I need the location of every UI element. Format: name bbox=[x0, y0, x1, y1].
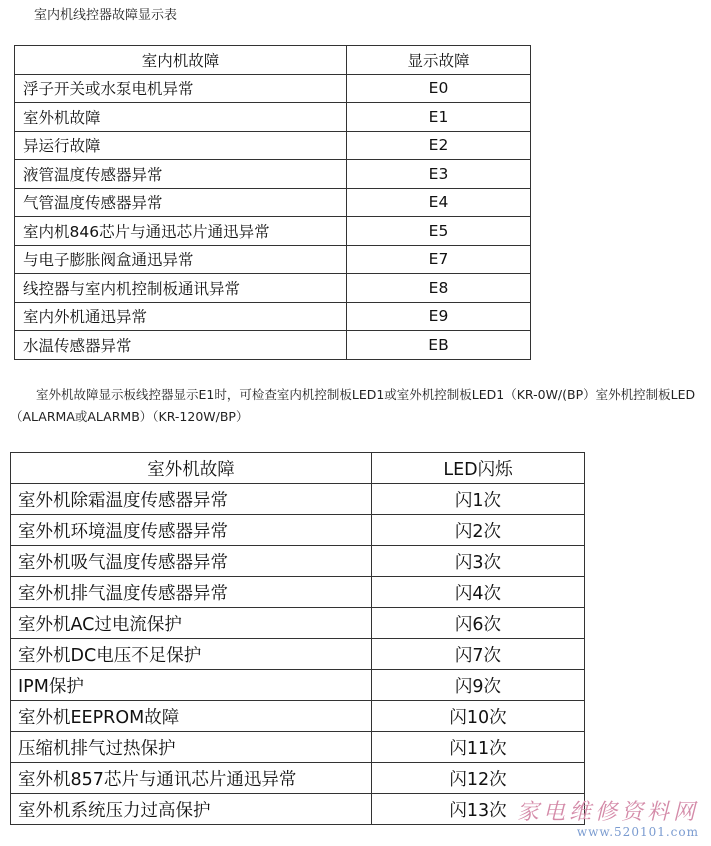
table-row bbox=[11, 577, 585, 608]
fault-code-cell: E7 bbox=[347, 245, 531, 274]
table-row bbox=[15, 331, 531, 360]
table-row bbox=[15, 160, 531, 189]
fault-name-cell: 水温传感器异常 bbox=[15, 331, 347, 360]
table-row bbox=[15, 74, 531, 103]
indoor-fault-table bbox=[14, 45, 531, 360]
fault-name-cell: IPM保护 bbox=[11, 670, 372, 701]
fault-code-cell: 闪9次 bbox=[372, 670, 585, 701]
table-header-row bbox=[15, 46, 531, 75]
fault-name-cell: 室外机排气温度传感器异常 bbox=[11, 577, 372, 608]
table-row bbox=[15, 302, 531, 331]
table-row bbox=[11, 763, 585, 794]
fault-code-cell: E8 bbox=[347, 274, 531, 303]
fault-name-cell: 室外机EEPROM故障 bbox=[11, 701, 372, 732]
fault-code-cell: E0 bbox=[347, 74, 531, 103]
table-row bbox=[11, 608, 585, 639]
fault-code-cell: 闪10次 bbox=[372, 701, 585, 732]
table-row bbox=[11, 670, 585, 701]
header-outdoor-fault: 室外机故障 bbox=[11, 453, 372, 484]
table-row bbox=[11, 701, 585, 732]
page-title: 室内机线控器故障显示表 bbox=[34, 8, 178, 23]
site-watermark bbox=[517, 802, 699, 838]
fault-code-cell: 闪6次 bbox=[372, 608, 585, 639]
watermark-url: www.520101.com bbox=[576, 825, 699, 839]
fault-name-cell: 室外机吸气温度传感器异常 bbox=[11, 546, 372, 577]
fault-name-cell: 室外机除霜温度传感器异常 bbox=[11, 484, 372, 515]
fault-code-cell: E1 bbox=[347, 103, 531, 132]
table-row bbox=[11, 484, 585, 515]
fault-code-cell: 闪2次 bbox=[372, 515, 585, 546]
table-row bbox=[11, 794, 585, 825]
outdoor-fault-table bbox=[10, 452, 585, 825]
table-row bbox=[15, 274, 531, 303]
table-row bbox=[15, 217, 531, 246]
fault-name-cell: 室内外机通迅异常 bbox=[15, 302, 347, 331]
table-row bbox=[11, 515, 585, 546]
fault-code-cell: E4 bbox=[347, 188, 531, 217]
table-row bbox=[11, 546, 585, 577]
fault-name-cell: 浮子开关或水泵电机异常 bbox=[15, 74, 347, 103]
fault-name-cell: 室内机846芯片与通迅芯片通迅异常 bbox=[15, 217, 347, 246]
fault-code-cell: 闪11次 bbox=[372, 732, 585, 763]
table-row bbox=[11, 639, 585, 670]
fault-name-cell: 室外机故障 bbox=[15, 103, 347, 132]
fault-name-cell: 室外机环境温度传感器异常 bbox=[11, 515, 372, 546]
fault-code-cell: 闪7次 bbox=[372, 639, 585, 670]
table-row bbox=[11, 732, 585, 763]
fault-name-cell: 室外机DC电压不足保护 bbox=[11, 639, 372, 670]
fault-name-cell: 线控器与室内机控制板通讯异常 bbox=[15, 274, 347, 303]
fault-code-cell: 闪1次 bbox=[372, 484, 585, 515]
fault-name-cell: 异运行故障 bbox=[15, 131, 347, 160]
fault-code-cell: E9 bbox=[347, 302, 531, 331]
fault-code-cell: E3 bbox=[347, 160, 531, 189]
header-led-flash: LED闪烁 bbox=[372, 453, 585, 484]
watermark-text: 家电维修资料网 bbox=[516, 800, 699, 825]
header-indoor-fault: 室内机故障 bbox=[15, 46, 347, 75]
fault-code-cell: EB bbox=[347, 331, 531, 360]
fault-name-cell: 压缩机排气过热保护 bbox=[11, 732, 372, 763]
table-row bbox=[15, 131, 531, 160]
outdoor-fault-note: 室外机故障显示板线控器显示E1时，可检查室内机控制板LED1或室外机控制板LED1（KR-0W/(BP）室外机控制板LED（ALARMA或ALARMB）（KR-120W/BP） bbox=[10, 387, 696, 424]
fault-name-cell: 室外机系统压力过高保护 bbox=[11, 794, 372, 825]
fault-name-cell: 室外机857芯片与通讯芯片通迅异常 bbox=[11, 763, 372, 794]
fault-code-cell: 闪12次 bbox=[372, 763, 585, 794]
fault-name-cell: 室外机AC过电流保护 bbox=[11, 608, 372, 639]
fault-name-cell: 液管温度传感器异常 bbox=[15, 160, 347, 189]
fault-name-cell: 与电子膨胀阀盒通迅异常 bbox=[15, 245, 347, 274]
fault-code-cell: 闪4次 bbox=[372, 577, 585, 608]
fault-code-cell: E5 bbox=[347, 217, 531, 246]
table-row bbox=[15, 103, 531, 132]
table-row bbox=[15, 188, 531, 217]
fault-code-cell: E2 bbox=[347, 131, 531, 160]
header-display-code: 显示故障 bbox=[347, 46, 531, 75]
fault-code-cell: 闪13次 bbox=[372, 794, 585, 825]
fault-name-cell: 气管温度传感器异常 bbox=[15, 188, 347, 217]
table-row bbox=[15, 245, 531, 274]
table-header-row bbox=[11, 453, 585, 484]
fault-code-cell: 闪3次 bbox=[372, 546, 585, 577]
